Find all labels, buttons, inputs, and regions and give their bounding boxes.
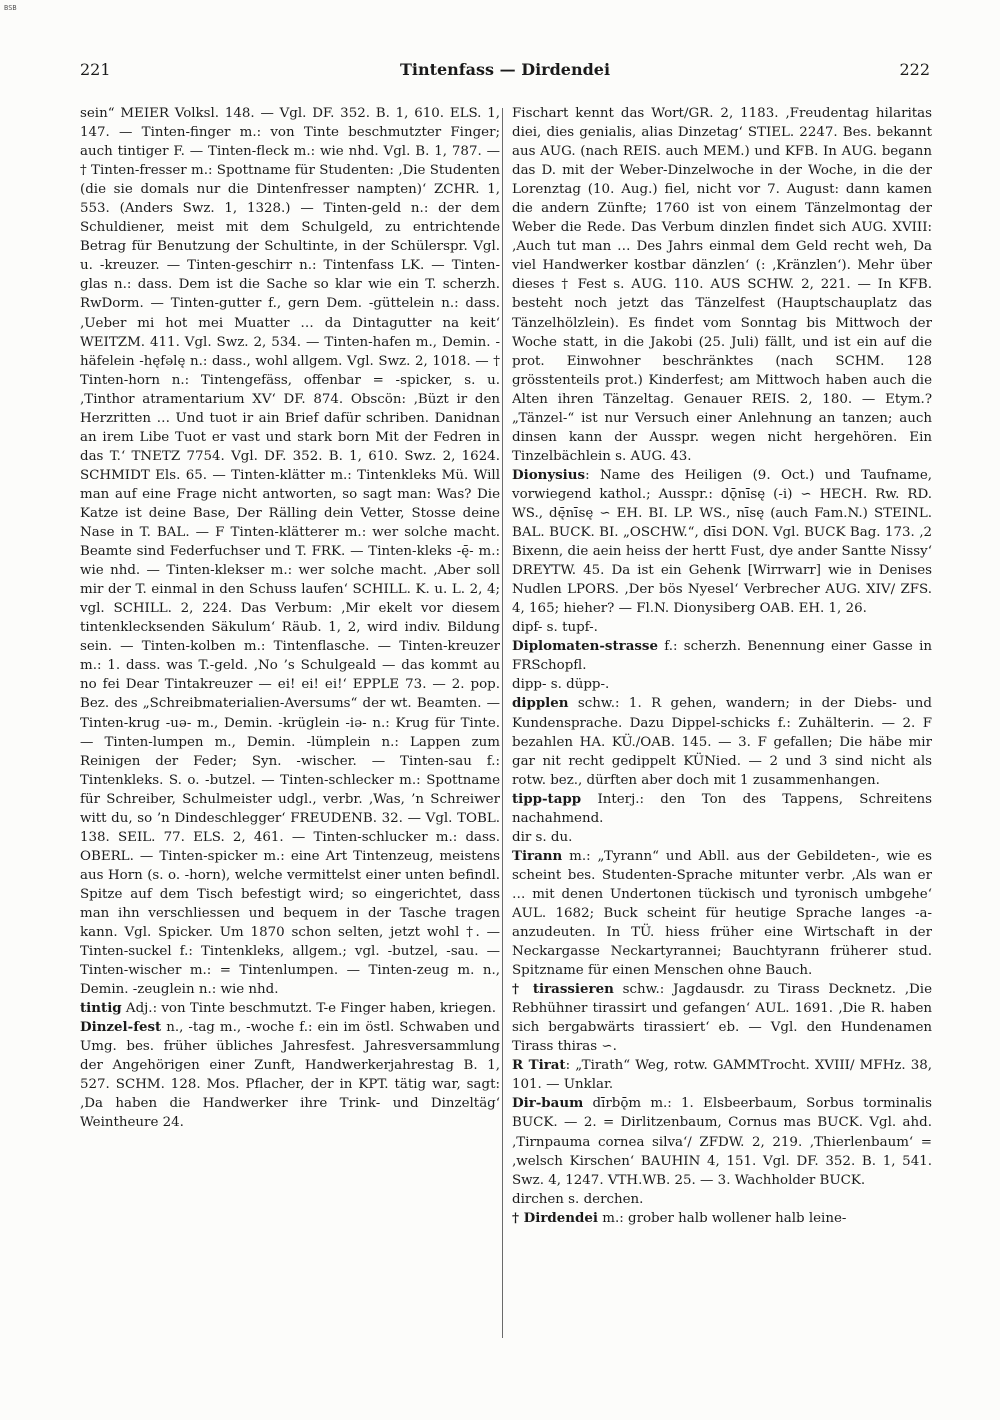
headword: Diplomaten-strasse (512, 638, 658, 655)
entry (80, 104, 500, 999)
entry-text: : Name des Heiligen (9. Oct.) und Taufname, vorwiegend kathol.; Ausspr.: dǭnīsę (-i) ∽ HECH. Rw. RD. WS., dę̄nīsę ∽ EH. BI. LP. WS., nīsę (auch Fam.N.) STEINL. BAL. BUCK. BI. „OSCHW.“, dīsi DON. Vgl. BUCK Bag. 173. ‚2 Bixenn, die aein heiss der hertt Fust, dye ander Santte Nissy‘ DREYTW. 45. Da ist ein Gehenk [Wirrwarr] wie in Denises Nudlen LPORS. ‚Der bös Nyesel‘ Verbrecher AUG. XIV/ ZFS. 4, 165; hieher? — Fl.N. Dionysiberg OAB. EH. 1, 26. (512, 467, 932, 617)
entry-text: f.: scherzh. Benennung einer Gasse in FRSchopfl. (512, 639, 932, 674)
entry-text: dir s. du. (512, 829, 573, 845)
right-column (512, 104, 932, 1354)
entry (80, 999, 500, 1018)
entry-text: dīrbǭm m.: 1. Elsbeerbaum, Sorbus torminalis BUCK. — 2. = Dirlitzenbaum, Cornus mas BUCK. Vgl. ahd. ‚Tirnpauma cornea silva‘/ ZFDW. 2, 219. ‚Thierlenbaum‘ = ‚welsch Kirschen‘ BAUHIN 4, 151. Vgl. DF. 352. B. 1, 541. Swz. 4, 1247. VTH.WB. 25. — 3. Wachholder BUCK. (512, 1096, 932, 1188)
entry-text: schw.: Jagdausdr. zu Tirass Decknetz. ‚Die Rebhühner tirassirt und gefangen‘ AUL. 1691. ‚Die R. haben sich bergabwärts tirassiert‘ eb. — Vgl. den Hundenamen Tirass thiras ∽. (512, 982, 932, 1055)
headword: Tirann (512, 847, 563, 864)
entry (512, 694, 932, 789)
headword: tipp-tapp (512, 790, 582, 807)
headword: Dionysius (512, 466, 586, 483)
entry (512, 675, 932, 694)
entry (512, 1056, 932, 1094)
entry (512, 790, 932, 828)
headword: Dir-baum (512, 1095, 584, 1112)
entry-text: : „Tirath“ Weg, rotw. GAMMTrocht. XVIII/ MFHz. 38, 101. — Unklar. (512, 1058, 932, 1093)
entry (512, 828, 932, 847)
page-number-right: 222 (899, 60, 930, 79)
left-column (80, 104, 500, 1354)
column-divider (502, 108, 503, 1338)
entry-text: m.: grober halb wollener halb leine- (598, 1210, 847, 1226)
entry (512, 618, 932, 637)
entry (512, 1209, 932, 1228)
entry (80, 1018, 500, 1132)
entry-text: dipf- s. tupf-. (512, 620, 598, 636)
headword: R Tirat (512, 1057, 566, 1074)
library-stamp: BSB (4, 4, 17, 12)
entry-text: Interj.: den Ton des Tappens, Schreitens nachahmend. (512, 791, 932, 826)
entry-text: sein“ MEIER Volksl. 148. — Vgl. DF. 352. B. 1, 610. ELS. 1, 147. — Tinten-finger m.: von Tinte beschmutzter Finger; auch tintiger F. — Tinten-fleck m.: wie nhd. Vgl. B. 1, 787. — † Tinten-fresser m.: Spottname für Studenten: ‚Die Studenten (die sie domals nur die Dintenfresser nampten)‘ ZCHR. 1, 553. (Anders Swz. 1, 1328.) — Tinten-geld n.: der dem Schuldiener, meist mit dem Schulgeld, zu entrichtende Betrag für Benutzung der Schultinte, in der Schülerspr. Vgl. u. -kreuzer. — Tinten-geschirr n.: Tintenfass LK. — Tinten-glas n.: dass. Dem ist die Sache so klar wie ein T. scherzh. RwDorm. — Tinten-gutter f., gern Dem. -güttelein n.: dass. ‚Ueber mi hot mei Muatter … da Dintagutter na keit‘ WEITZM. 411. Vgl. Swz. 2, 534. — Tinten-hafen m., Demin. -häfelein -hęfəlę n.: dass., wohl allgem. Vgl. Swz. 2, 1018. — † Tinten-horn n.: Tintengefäss, offenbar = -spicker, s. u. ‚Tinthor atramentarium XV‘ DF. 874. Obscön: ‚Büzt ir den Herzritten … Und tuot ir ain Brief dafür schriben. Danidnan an irem Libe Tuot er vast und stark born Mit der Fedren in das T.‘ TNETZ 7754. Vgl. DF. 352. B. 1, 610. Swz. 2, 1624. SCHMIDT Els. 65. — Tinten-klätter m.: Tintenkleks Mü. Will man auf eine Frage nicht antworten, so sagt man: Was? Die Katze ist deine Base, Der Rälling dein Vetter, Stosse deine Nase in T. BAL. — F Tinten-klätterer m.: wer solche macht. Beamte sind Federfuchser und T. FRK. — Tinten-kleks -ę̄- m.: wie nhd. — Tinten-klekser m.: wer solche macht. ‚Aber soll mir der T. einmal in den Schuss laufen‘ SCHILL. K. u. L. 2, 4; vgl. SCHILL. 2, 224. Das Verbum: ‚Mir ekelt vor diesem tintenklecksenden Säkulum‘ Räub. 1, 2, wird indiv. Bildung sein. — Tinten-kolben m.: Tintenflasche. — Tinten-kreuzer m.: 1. dass. was T.-geld. ‚No ’s Schulgeald — das kommt au no fei Dear Tintakreuzer — ei! ei! ei!‘ EPPLE 73. — 2. pop. Bez. des „Schreibmaterialien-Aversums“ der wt. Beamten. — Tinten-krug -uə- m., Demin. -krüglein -iə- n.: Krug für Tinte. — Tinten-lumpen m., Demin. -lümplein n.: Lappen zum Reinigen der Feder; Syn. -wischer. — Tinten-sau f.: Tintenkleks. S. o. -butzel. — Tinten-schlecker m.: Spottname für Schreiber, Schulmeister udgl., verbr. ‚Was, ’n Schreiwer witt du, so ’n Dindeschlegger‘ FREUDENB. 32. — Vgl. TOBL. 138. SEIL. 77. ELS. 2, 461. — Tinten-schlucker m.: dass. OBERL. — Tinten-spicker m.: eine Art Tintenzeug, meistens aus Horn (s. o. -horn), welche vermittelst einer unten befindl. Spitze auf dem Tisch befestigt wird; so eingerichtet, dass man ihn verschliessen und bequem in der Tasche tragen kann. Vgl. Spicker. Um 1870 schon selten, jetzt wohl †. — Tinten-suckel f.: Tintenkleks, allgem.; vgl. -butzel, -sau. — Tinten-wischer m.: = Tintenlumpen. — Tinten-zeug m. n., Demin. -zeuglein n.: wie nhd. (80, 106, 500, 998)
entry (512, 1190, 932, 1209)
headword: † tirassieren (512, 981, 614, 998)
page-number-left: 221 (80, 60, 111, 79)
headword: Dinzel-fest (80, 1019, 162, 1036)
entry-text: dirchen s. derchen. (512, 1191, 644, 1207)
entry (512, 637, 932, 675)
page-header (80, 60, 930, 90)
headword: † Dirdendei (512, 1209, 599, 1226)
entry (512, 466, 932, 618)
entry-text: Fischart kennt das Wort/GR. 2, 1183. ‚Freudentag hilaritas diei, dies genialis, alias Dinzetag‘ STIEL. 2247. Bes. bekannt aus AUG. (nach REIS. auch MEM.) und KFB. In AUG. begann das D. mit der Weber-Dinzelwoche in der Woche, in die der Lorenztag (10. Aug.) fiel, nicht vor 7. August: dann kamen die andern Zünfte; 1760 ist von einem Tänzelmontag der Weber die Rede. Das Verbum dinzlen findet sich AUG. XVIII: ‚Auch tut man … Des Jahrs einmal dem Geld recht weh, Da viel Handwerker kostbar dänzlen‘ (: ‚Kränzlen‘). Mehr über dieses † Fest s. AUG. 110. AUS SCHW. 2, 221. — In KFB. besteht noch jetzt das Tänzelfest (Hauptschauplatz das Tänzelhölzlein). Es findet vom Sonntag bis Mittwoch der Woche statt, in die Jakobi (25. Juli) fällt, und ist ein auf die prot. Einwohner beschränktes (nach SCHM. 128 grösstenteils prot.) Kinderfest; am Mittwoch haben auch die Alten ihren Tänzeltag. Genauer REIS. 2, 180. — Etym.? „Tänzel-“ ist nur Versuch einer Anlehnung an tanzen; auch dinsen kann der Ausspr. wegen nicht hergehören. Ein Tinzelbächlein s. AUG. 43. (512, 106, 932, 464)
entry-text: m.: „Tyrann“ und Abll. aus der Gebildeten-, wie es scheint bes. Studenten-Sprache mitunter verbr. ‚Als wan er … mit denen Undertonen tückisch und tyronisch umbgehe‘ AUL. 1682; Buck scheint für heutige Sprache langes -a- anzudeuten. In TÜ. hiess früher eine Wirtschaft in der Neckargasse Neckartyrannei; Bauchtyrann früherer stud. Spitzname für einen Menschen ohne Bauch. (512, 848, 932, 979)
entry (512, 1094, 932, 1189)
entry (512, 104, 932, 466)
entry (512, 847, 932, 980)
headword: dipplen (512, 695, 569, 712)
entry-text: dipp- s. düpp-. (512, 677, 610, 693)
entry-text: Adj.: von Tinte beschmutzt. T-e Finger haben, kriegen. (121, 1001, 496, 1017)
entry-text: n., -tag m., -woche f.: ein im östl. Schwaben und Umg. bes. früher übliches Jahresfest. Jahresversammlung der Angehörigen einer Zunft, Handwerkerjahrestag B. 1, 527. SCHM. 128. Mos. Pflacher, der in KPT. tätig war, sagt: ‚Da haben die Handwerker ihre Trink- und Dinzeltäg‘ Weintheure 24. (80, 1020, 500, 1131)
entry (512, 980, 932, 1056)
entry-text: schw.: 1. R gehen, wandern; in der Diebs- und Kundensprache. Dazu Dippel-schicks f.: Zuhälterin. — 2. F bezahlen HA. KÜ./OAB. 145. — 3. F gefallen; Die häbe mir gar nit recht gedippelt KÜNied. — 2 und 3 sind nicht als rotw. bez., dürften aber doch mit 1 zusammenhangen. (512, 696, 932, 788)
headword: tintig (80, 1000, 122, 1017)
running-title: Tintenfass — Dirdendei (399, 60, 611, 79)
